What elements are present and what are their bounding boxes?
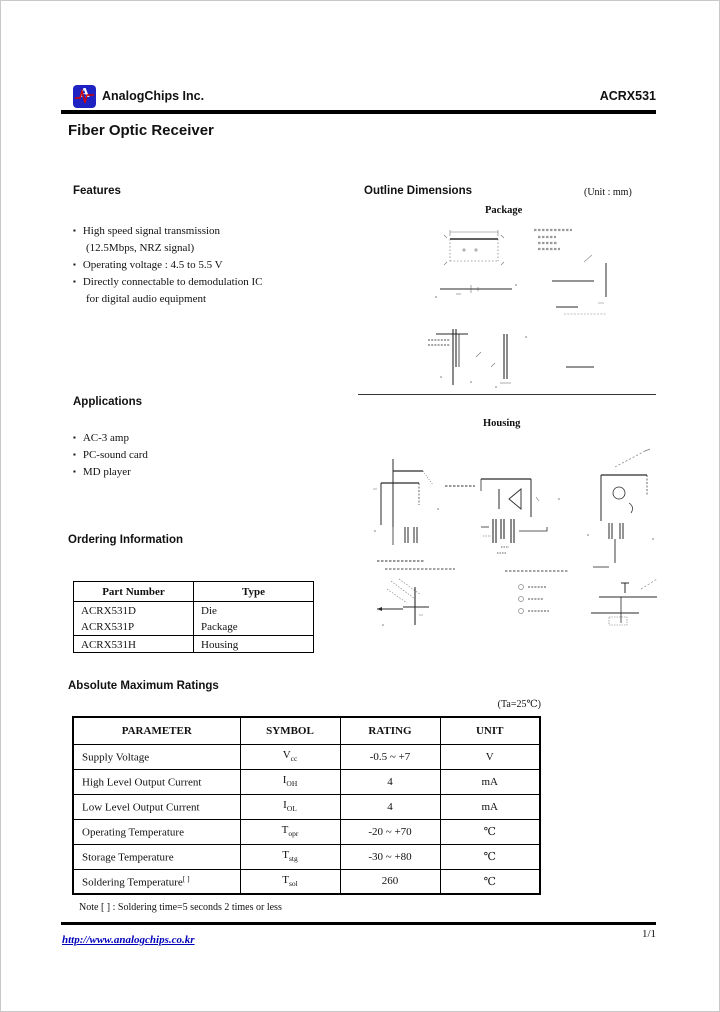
logo-letter: A (79, 86, 90, 101)
ratings-col-unit: UNIT (440, 717, 540, 744)
feature-item-cont: for digital audio equipment (86, 293, 207, 305)
ratings-col-parameter: PARAMETER (73, 717, 240, 744)
symbol-subscript: sol (288, 879, 298, 889)
section-divider (358, 394, 656, 395)
ratings-condition: (Ta=25℃) (497, 699, 541, 710)
symbol-subscript: opr (288, 829, 299, 839)
feature-item: ▪ Operating voltage : 4.5 to 5.5 V (73, 257, 363, 274)
ordering-part: ACRX531H (74, 636, 194, 653)
rating-unit: mA (440, 769, 540, 794)
symbol-subscript: OH (286, 779, 298, 789)
table-row (74, 636, 314, 653)
application-item: ▪ AC-3 amp (73, 430, 323, 447)
company-name: AnalogChips Inc. (102, 89, 205, 103)
feature-item-cont: (12.5Mbps, NRZ signal) (86, 242, 195, 254)
ratings-heading: Absolute Maximum Ratings (68, 680, 219, 692)
rating-symbol: T (281, 824, 289, 837)
symbol-subscript: stg (288, 854, 298, 864)
ordering-part: ACRX531P (74, 619, 194, 636)
rating-symbol: I (283, 799, 287, 812)
rating-symbol: T (282, 874, 289, 887)
application-item: ▪ PC-sound card (73, 447, 323, 464)
table-row (74, 602, 314, 619)
rating-unit: ℃ (440, 869, 540, 894)
analogchips-logo-icon (73, 85, 96, 108)
ratings-col-symbol: SYMBOL (240, 717, 340, 744)
ordering-part: ACRX531D (74, 602, 194, 619)
housing-drawing (363, 439, 661, 631)
rating-parameter: Soldering Temperature (82, 876, 183, 889)
rating-unit: V (440, 744, 540, 769)
feature-item: ▪ High speed signal transmission (73, 223, 363, 240)
table-row (73, 794, 540, 819)
table-row (73, 744, 540, 769)
rating-value: -30 ~ +80 (340, 844, 440, 869)
ratings-table (72, 716, 541, 895)
ordering-col-type: Type (194, 582, 314, 602)
rating-value: -20 ~ +70 (340, 819, 440, 844)
housing-label: Housing (483, 418, 521, 429)
ratings-col-rating: RATING (340, 717, 440, 744)
rating-parameter: Operating Temperature (82, 826, 184, 839)
features-heading: Features (73, 185, 121, 197)
ordering-heading: Ordering Information (68, 534, 183, 546)
rating-value: -0.5 ~ +7 (340, 744, 440, 769)
rating-unit: ℃ (440, 819, 540, 844)
rating-unit: ℃ (440, 844, 540, 869)
rating-parameter: Low Level Output Current (82, 801, 200, 814)
ordering-type: Die (194, 602, 314, 619)
footer-url (62, 930, 195, 948)
page-number: 1/1 (641, 928, 656, 940)
header-rule (61, 110, 656, 114)
table-row (73, 869, 540, 894)
feature-item: ▪ Directly connectable to demodulation IC (73, 274, 363, 291)
ordering-table (73, 581, 314, 653)
symbol-subscript: OL (286, 804, 297, 814)
rating-symbol: I (282, 774, 287, 787)
table-row (73, 769, 540, 794)
application-item: ▪ MD player (73, 464, 323, 481)
ordering-type: Package (194, 619, 314, 636)
rating-symbol: T (282, 849, 289, 862)
soldering-note: Note [ ] : Soldering time=5 seconds 2 times or less (79, 902, 282, 913)
unit-note: (Unit : mm) (584, 187, 632, 198)
logo-pulse-icon (73, 85, 96, 108)
rating-parameter: Storage Temperature (82, 851, 174, 864)
features-list (73, 223, 363, 308)
part-number: ACRX531 (599, 89, 656, 103)
parameter-superscript: [ ] (182, 873, 190, 883)
ordering-type: Housing (194, 636, 314, 653)
symbol-subscript: cc (290, 754, 298, 764)
page-title: Fiber Optic Receiver (68, 122, 214, 139)
ordering-col-part: Part Number (74, 582, 194, 602)
rating-parameter: Supply Voltage (82, 751, 150, 764)
package-drawing (416, 217, 661, 389)
table-row (73, 844, 540, 869)
rating-unit: mA (440, 794, 540, 819)
rating-value: 4 (340, 769, 440, 794)
website-link[interactable]: http://www.analogchips.co.kr (62, 934, 195, 946)
rating-value: 4 (340, 794, 440, 819)
applications-heading: Applications (73, 396, 143, 408)
rating-symbol: V (282, 749, 291, 762)
rating-value: 260 (340, 869, 440, 894)
table-row (73, 819, 540, 844)
applications-list (73, 430, 323, 481)
footer-rule (61, 922, 656, 925)
package-label: Package (485, 205, 523, 216)
table-row (74, 619, 314, 636)
rating-parameter: High Level Output Current (82, 776, 202, 789)
outline-heading: Outline Dimensions (364, 185, 472, 197)
